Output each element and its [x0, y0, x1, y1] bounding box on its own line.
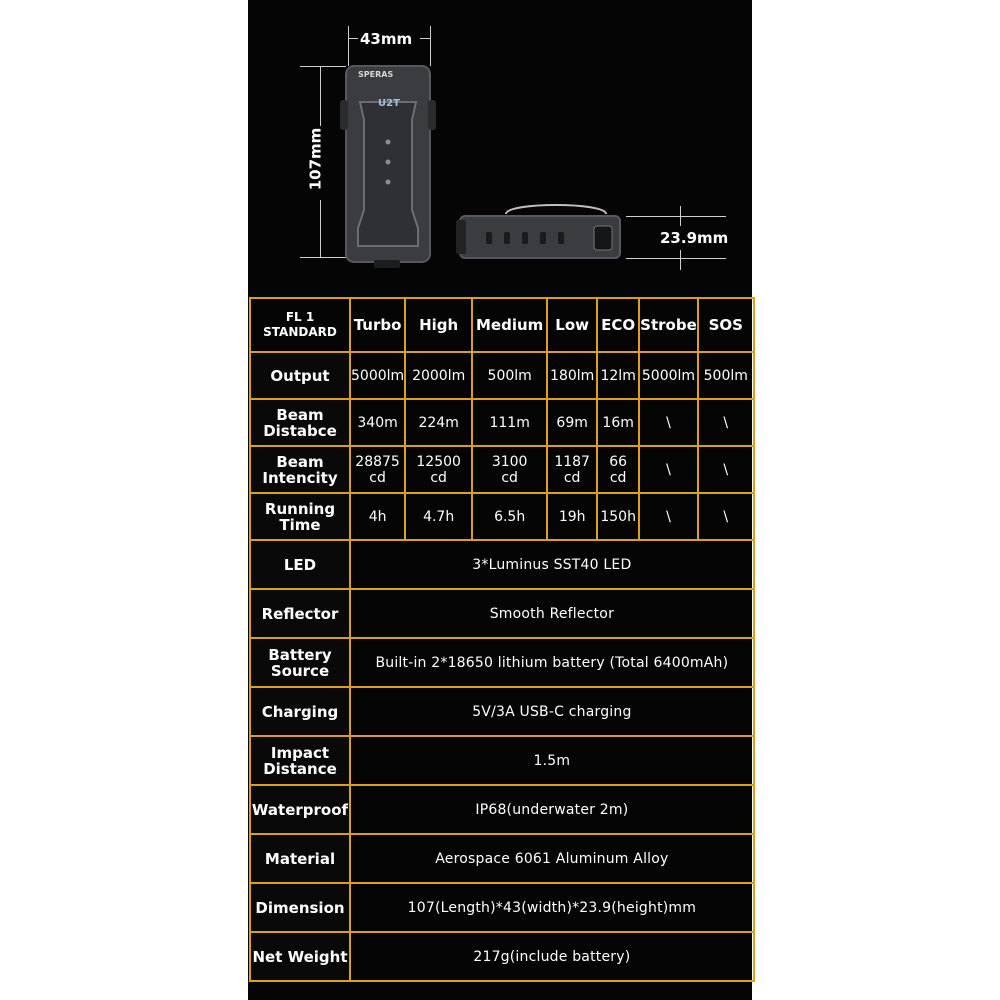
table-cell: 180lm	[547, 352, 597, 399]
row-label: Battery Source	[250, 638, 350, 687]
length-label: 107mm	[306, 127, 325, 191]
table-cell: 217g(include battery)	[350, 932, 754, 981]
table-cell: 16m	[597, 399, 639, 446]
table-row	[250, 493, 754, 540]
mode-header: Strobe	[639, 298, 698, 352]
table-cell: 1187 cd	[547, 446, 597, 493]
table-cell: 500lm	[698, 352, 754, 399]
table-cell: 19h	[547, 493, 597, 540]
row-label: Output	[250, 352, 350, 399]
table-cell: 1.5m	[350, 736, 754, 785]
table-row	[250, 687, 754, 736]
table-cell: \	[698, 493, 754, 540]
mode-header: Turbo	[350, 298, 405, 352]
height-guide-bottom	[626, 258, 726, 259]
height-arrow-line	[680, 250, 681, 270]
width-arrow-line	[420, 38, 430, 39]
table-cell: 500lm	[472, 352, 547, 399]
row-label: Charging	[250, 687, 350, 736]
mode-header: ECO	[597, 298, 639, 352]
table-row	[250, 785, 754, 834]
table-cell: 3100 cd	[472, 446, 547, 493]
table-cell: 111m	[472, 399, 547, 446]
table-header-row	[250, 298, 754, 352]
table-cell: 4h	[350, 493, 405, 540]
table-cell: 107(Length)*43(width)*23.9(height)mm	[350, 883, 754, 932]
table-cell: 5000lm	[350, 352, 405, 399]
height-arrow-line	[680, 206, 681, 226]
height-label: 23.9mm	[660, 229, 729, 247]
mode-header: High	[405, 298, 472, 352]
row-label: Net Weight	[250, 932, 350, 981]
table-cell: Aerospace 6061 Aluminum Alloy	[350, 834, 754, 883]
brand-logo: SPERAS	[358, 70, 394, 79]
table-cell: 224m	[405, 399, 472, 446]
row-label: Material	[250, 834, 350, 883]
table-row	[250, 932, 754, 981]
flashlight-front-view	[340, 60, 440, 270]
table-cell: 66 cd	[597, 446, 639, 493]
row-label: Beam Distabce	[250, 399, 350, 446]
height-guide-top	[626, 216, 726, 217]
width-label: 43mm	[360, 30, 413, 48]
table-row	[250, 399, 754, 446]
row-label: Dimension	[250, 883, 350, 932]
length-arrow-line	[320, 200, 321, 257]
table-row	[250, 352, 754, 399]
table-row	[250, 638, 754, 687]
width-arrow-line	[348, 38, 358, 39]
table-cell: 340m	[350, 399, 405, 446]
table-cell: 2000lm	[405, 352, 472, 399]
row-label: Running Time	[250, 493, 350, 540]
table-cell: \	[698, 446, 754, 493]
table-cell: \	[639, 399, 698, 446]
table-cell: IP68(underwater 2m)	[350, 785, 754, 834]
table-row	[250, 883, 754, 932]
table-cell: 150h	[597, 493, 639, 540]
table-cell: \	[698, 399, 754, 446]
row-label: Waterproof	[250, 785, 350, 834]
table-row	[250, 589, 754, 638]
table-cell: 12lm	[597, 352, 639, 399]
mode-header: SOS	[698, 298, 754, 352]
table-cell: 3*Luminus SST40 LED	[350, 540, 754, 589]
corner-label: FL 1 STANDARD	[250, 298, 350, 352]
table-row	[250, 540, 754, 589]
table-cell: \	[639, 446, 698, 493]
table-cell: 4.7h	[405, 493, 472, 540]
row-label: Beam Intencity	[250, 446, 350, 493]
model-label: U2T	[378, 98, 400, 109]
table-cell: 12500 cd	[405, 446, 472, 493]
mode-header: Low	[547, 298, 597, 352]
table-cell: 28875 cd	[350, 446, 405, 493]
table-cell: 6.5h	[472, 493, 547, 540]
row-label: LED	[250, 540, 350, 589]
table-cell: Built-in 2*18650 lithium battery (Total 6400mAh)	[350, 638, 754, 687]
row-label: Impact Distance	[250, 736, 350, 785]
spec-table	[249, 297, 755, 982]
table-cell: 5000lm	[639, 352, 698, 399]
length-arrow-line	[320, 66, 321, 126]
mode-header: Medium	[472, 298, 547, 352]
table-cell: \	[639, 493, 698, 540]
row-label: Reflector	[250, 589, 350, 638]
flashlight-side-view	[456, 198, 626, 266]
table-row	[250, 834, 754, 883]
table-cell: 5V/3A USB-C charging	[350, 687, 754, 736]
table-row	[250, 446, 754, 493]
table-row	[250, 736, 754, 785]
table-cell: 69m	[547, 399, 597, 446]
table-cell: Smooth Reflector	[350, 589, 754, 638]
